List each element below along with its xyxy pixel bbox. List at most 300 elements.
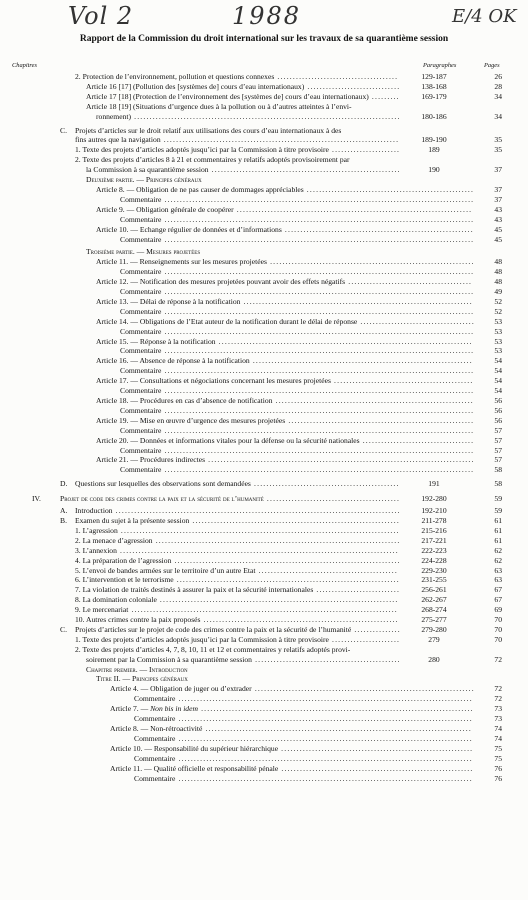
- toc-row: [0, 185, 528, 195]
- toc-row-page: 34: [494, 111, 502, 121]
- toc-row-paragraphs: 256-261: [421, 585, 447, 595]
- toc-row-paragraphs: 191: [428, 479, 440, 489]
- leader-dots: ....................................................................................................: [161, 234, 475, 244]
- toc-row: [0, 356, 528, 366]
- toc-row-text: [75, 585, 400, 595]
- toc-entry-title: Article 4. — Obligation de juger ou d’extrader: [110, 684, 252, 694]
- toc-row: [0, 277, 528, 287]
- toc-row-text: [96, 297, 473, 307]
- toc-row-text: [96, 396, 474, 406]
- toc-row-label: IV.: [32, 494, 41, 504]
- leader-dots: ......................: [328, 145, 401, 155]
- toc-row: [0, 175, 528, 185]
- toc-row: [0, 625, 528, 635]
- toc-row-page: 53: [494, 316, 502, 326]
- toc-entry-title: Commentaire: [134, 694, 176, 704]
- handwritten-year-note: 1988: [232, 2, 302, 30]
- toc-row: [0, 446, 528, 456]
- toc-row-paragraphs: 189-190: [421, 135, 447, 145]
- handwritten-volume-note: Vol 2: [68, 2, 134, 30]
- leader-dots: ............................................................................: [160, 135, 400, 145]
- toc-row-paragraphs: 217-221: [421, 535, 447, 545]
- toc-row: [0, 605, 528, 615]
- toc-row-text: [75, 556, 401, 566]
- toc-row-page: 61: [494, 515, 502, 525]
- toc-row: [0, 346, 528, 356]
- toc-row-text: [96, 112, 401, 122]
- toc-row: [0, 645, 528, 655]
- toc-row-page: 48: [494, 257, 502, 267]
- leader-dots: ....................................................................................................: [161, 425, 475, 435]
- leader-dots: .............................................................: [208, 165, 401, 175]
- toc-entry-title: 1. Texte des projets d’articles adoptés jusqu’ici par la Commission à titre provisoire: [75, 634, 329, 644]
- toc-entry-title: Commentaire: [134, 733, 176, 743]
- toc-row: [0, 556, 528, 566]
- toc-row-page: 58: [494, 479, 502, 489]
- toc-row-text: [75, 615, 399, 625]
- leader-dots: ......................................................................................: [128, 605, 398, 615]
- toc-row-text: [75, 536, 400, 546]
- toc-row-text: [120, 307, 474, 317]
- leader-dots: ...............................................................................................: [175, 753, 473, 763]
- toc-entry-title: Commentaire: [120, 287, 162, 297]
- toc-row: [0, 165, 528, 175]
- toc-row-label: B.: [60, 515, 67, 525]
- toc-entry-title: Article 10. — Echange régulier de données et d’informations: [96, 224, 282, 234]
- toc-row: [0, 327, 528, 337]
- toc-row-text: [75, 575, 400, 585]
- toc-entry-title: Article 15. — Réponse à la notification: [96, 336, 216, 346]
- toc-entry-title: Article 8. — Non-rétroactivité: [110, 724, 203, 733]
- leader-dots: .......................................................................: [249, 356, 473, 366]
- leader-dots: ..............................................................: [278, 743, 474, 753]
- toc-entry-title: 7. La violation de traités destinés à assurer la paix et la sécurité internationales: [75, 585, 314, 595]
- leader-dots: ...............................................................................................: [175, 694, 473, 704]
- toc-row-text: [134, 774, 473, 784]
- toc-entry-title: Introduction: [75, 506, 113, 516]
- toc-row: [0, 665, 528, 675]
- toc-row: [0, 287, 528, 297]
- toc-row-text: [75, 145, 400, 155]
- leader-dots: ..............................................................: [278, 763, 474, 773]
- toc-row-paragraphs: 224-228: [421, 555, 447, 565]
- toc-row-page: 56: [494, 405, 502, 415]
- toc-row-page: 45: [494, 234, 502, 244]
- toc-row-page: 62: [494, 545, 502, 555]
- toc-row: [0, 506, 528, 516]
- toc-row: [0, 674, 528, 684]
- toc-row: [0, 195, 528, 205]
- toc-row: [0, 92, 528, 102]
- toc-row-text: [96, 277, 472, 287]
- toc-row: [0, 635, 528, 645]
- toc-row: [0, 734, 528, 744]
- leader-dots: ........................................................................: [173, 575, 400, 585]
- column-header-pages: Pages: [484, 62, 500, 69]
- toc-entry-title: Projet de code des crimes contre la paix et la sécurité de l’humanité: [60, 494, 264, 504]
- toc-row-text: [60, 494, 400, 504]
- table-of-contents: [0, 72, 528, 783]
- toc-row-text: [75, 566, 398, 576]
- toc-row-text: [96, 185, 474, 195]
- toc-row-paragraphs: 138-168: [421, 81, 447, 91]
- toc-entry-title: Article 11. — Renseignements sur les mesures projetées: [96, 257, 267, 267]
- toc-row-text: [110, 764, 473, 774]
- toc-row-page: 57: [494, 455, 502, 465]
- toc-entry-title: Article 21. — Procédures indirectes: [96, 455, 206, 465]
- toc-entry-title: 9. Le mercenariat: [75, 605, 129, 615]
- toc-entry-title: ronnement): [96, 111, 132, 121]
- toc-row-text: [86, 247, 200, 257]
- toc-row-page: 73: [494, 714, 502, 724]
- toc-entry-title: Article 8. — Obligation de ne pas causer de dommages appréciables: [96, 184, 304, 194]
- toc-entry-title: 2. Texte des projets d’articles 4, 7, 8, 10, 11 et 12 et commentaires y relatifs adoptés provi-: [75, 644, 351, 654]
- toc-entry-title: Commentaire: [120, 405, 162, 415]
- toc-row: [0, 135, 528, 145]
- toc-entry-title: Commentaire: [120, 267, 162, 277]
- leader-dots: ............................................................................: [233, 204, 473, 214]
- toc-row-text: [96, 674, 188, 684]
- toc-row-text: [96, 455, 475, 465]
- toc-row-text: [96, 225, 474, 235]
- toc-row-page: 61: [494, 535, 502, 545]
- toc-entry-title: la Commission à sa quarantième session: [86, 165, 209, 175]
- toc-row-page: 63: [494, 575, 502, 585]
- toc-row-page: 54: [494, 386, 502, 396]
- toc-row-text: [75, 625, 401, 635]
- toc-row: [0, 714, 528, 724]
- toc-row-text: [96, 376, 473, 386]
- toc-entry-title: 1. L’agression: [75, 525, 118, 535]
- toc-row: [0, 764, 528, 774]
- leader-dots: ............................................................: [285, 415, 475, 425]
- toc-row: [0, 386, 528, 396]
- toc-row: [0, 526, 528, 536]
- toc-row: [0, 575, 528, 585]
- toc-row-page: 37: [494, 184, 502, 194]
- toc-entry-title: 4. La préparation de l’agression: [75, 555, 172, 565]
- toc-row-text: [75, 72, 398, 82]
- toc-row: [0, 257, 528, 267]
- toc-row: [0, 225, 528, 235]
- toc-row-paragraphs: 280: [428, 654, 440, 664]
- toc-entry-title: Commentaire: [120, 306, 162, 316]
- toc-row: [0, 102, 528, 112]
- toc-entry-title: 8. La domination coloniale: [75, 595, 157, 605]
- column-header-paragraphs: Paragraphes: [423, 62, 457, 69]
- toc-entry-title: 5. L’envoi de bandes armées sur le territoire d’un autre Etat: [75, 565, 256, 575]
- toc-entry-title: Titre II. — Principes généraux: [96, 674, 188, 684]
- handwritten-code-note: E/4 OK: [452, 6, 517, 27]
- toc-row-text: [120, 346, 474, 356]
- toc-row-paragraphs: 180-186: [421, 111, 447, 121]
- toc-row: [0, 376, 528, 386]
- toc-row: [0, 112, 528, 122]
- toc-row: [0, 494, 528, 504]
- toc-row: [0, 724, 528, 734]
- toc-row-paragraphs: 211-278: [421, 515, 447, 525]
- leader-dots: ...............................................................................................: [175, 714, 473, 724]
- leader-dots: ....................................................................................................: [161, 445, 475, 455]
- leader-dots: ...........................: [313, 585, 401, 595]
- toc-row: [0, 205, 528, 215]
- toc-row-page: 45: [494, 224, 502, 234]
- toc-row-page: 67: [494, 585, 502, 595]
- toc-row-text: [75, 479, 400, 489]
- toc-row-text: [75, 605, 398, 615]
- toc-entry-title: Commentaire: [120, 445, 162, 455]
- leader-dots: ........................................: [345, 277, 473, 287]
- toc-row-page: 69: [494, 605, 502, 615]
- toc-row-text: [120, 366, 474, 376]
- toc-row-page: 52: [494, 296, 502, 306]
- leader-dots: ...............: [351, 624, 401, 634]
- toc-row-page: 76: [494, 763, 502, 773]
- toc-row-page: 72: [494, 654, 502, 664]
- toc-entry-title: Article 10. — Responsabilité du supérieur hiérarchique: [110, 743, 279, 753]
- toc-entry-title: Commentaire: [120, 465, 162, 475]
- toc-row: [0, 694, 528, 704]
- toc-entry-title: Troisième partie. — Mesures projetées: [86, 247, 201, 257]
- leader-dots: ............................................................................................: [112, 506, 401, 516]
- toc-row: [0, 455, 528, 465]
- toc-row-page: 57: [494, 435, 502, 445]
- leader-dots: ....................................................................................................: [161, 346, 475, 356]
- toc-row-text: [96, 356, 473, 366]
- toc-row-page: 53: [494, 346, 502, 356]
- toc-row-page: 43: [494, 204, 502, 214]
- toc-row-page: 70: [494, 634, 502, 644]
- toc-row-text: [75, 526, 400, 536]
- toc-entry-title: Commentaire: [134, 714, 176, 724]
- toc-entry-title: Article 7. — Non bis in idem: [110, 704, 198, 714]
- toc-row-text: [86, 175, 202, 185]
- toc-row-page: 57: [494, 425, 502, 435]
- toc-row-text: [134, 694, 473, 704]
- leader-dots: .........................................................................: [171, 555, 401, 565]
- leader-dots: ....................................: [359, 435, 475, 445]
- toc-row-label: A.: [60, 506, 68, 516]
- leader-dots: ...................................................................: [189, 515, 400, 525]
- toc-entry-title: 2. Texte des projets d’articles 8 à 21 et commentaires y relatifs adoptés provisoirement par: [75, 155, 350, 165]
- toc-entry-title: Article 17 [18] (Protection de l’environnement des [systèmes de] cours d’eau internationaux): [86, 91, 369, 101]
- leader-dots: ......................................................................................: [205, 455, 475, 465]
- toc-row: [0, 366, 528, 376]
- leader-dots: ....................................................................................................: [161, 287, 475, 297]
- leader-dots: ..................................................................: [266, 257, 475, 267]
- toc-entry-title: Article 12. — Notification des mesures projetées pouvant avoir des effets négatifs: [96, 277, 346, 287]
- toc-row: [0, 337, 528, 347]
- toc-row: [0, 416, 528, 426]
- leader-dots: .......................................: [274, 72, 399, 81]
- toc-row-page: 72: [494, 694, 502, 704]
- toc-entry-title: Commentaire: [120, 346, 162, 356]
- toc-row: [0, 406, 528, 416]
- toc-row: [0, 215, 528, 225]
- toc-entry-title: fins autres que la navigation: [75, 135, 161, 145]
- toc-row-text: [96, 205, 472, 215]
- toc-row: [0, 426, 528, 436]
- leader-dots: ......................................................: [303, 184, 475, 194]
- toc-entry-title: Commentaire: [120, 214, 162, 224]
- toc-row: [0, 479, 528, 489]
- toc-entry-title: 10. Autres crimes contre la paix proposés: [75, 615, 201, 625]
- toc-row: [0, 247, 528, 257]
- toc-row-page: 63: [494, 565, 502, 575]
- toc-row-text: [110, 744, 473, 754]
- toc-row-text: [86, 102, 352, 112]
- toc-row-text: [86, 82, 400, 92]
- toc-row: [0, 615, 528, 625]
- toc-row-text: [75, 126, 341, 136]
- leader-dots: .............................................................................: [156, 595, 399, 605]
- leader-dots: ....................................................................................................: [161, 194, 475, 204]
- leader-dots: ....................................................................................................: [161, 405, 475, 415]
- toc-row-text: [75, 645, 350, 655]
- toc-row: [0, 82, 528, 92]
- toc-row: [0, 655, 528, 665]
- toc-entry-title: Commentaire: [120, 366, 162, 376]
- toc-row-label: C.: [60, 125, 67, 135]
- toc-row: [0, 566, 528, 576]
- toc-entry-title: Article 18 [19] (Situations d’urgence dues à la pollution ou à d’autres atteintes à l’envi-: [86, 101, 352, 111]
- toc-entry-title: Article 9. — Obligation générale de coopérer: [96, 204, 234, 214]
- toc-row-text: [75, 135, 399, 145]
- leader-dots: ..................................................................................: [215, 336, 473, 346]
- toc-row-text: [75, 506, 401, 516]
- toc-row-text: [120, 446, 474, 456]
- leader-dots: ..........................................................................................: [116, 545, 399, 555]
- toc-entry-title: Chapitre premier. — Introduction: [86, 664, 188, 674]
- toc-row-text: [96, 337, 473, 347]
- toc-row-page: 54: [494, 376, 502, 386]
- toc-row-paragraphs: 215-216: [421, 525, 447, 535]
- toc-row-text: [110, 704, 474, 714]
- toc-row-text: [120, 215, 474, 225]
- leader-dots: ......................................................................................: [202, 724, 472, 733]
- toc-entry-title: Commentaire: [120, 234, 162, 244]
- toc-row-text: [120, 406, 474, 416]
- toc-row: [0, 516, 528, 526]
- leader-dots: .........: [368, 91, 400, 101]
- toc-entry-title: Projets d’articles sur le droit relatif aux utilisations des cours d’eau internationaux à des: [75, 125, 342, 135]
- toc-row-page: 59: [494, 494, 502, 504]
- toc-entry-title: soirement par la Commission à sa quarantième session: [86, 654, 252, 664]
- toc-row-page: 56: [494, 415, 502, 425]
- toc-row-page: 53: [494, 336, 502, 346]
- toc-row: [0, 684, 528, 694]
- toc-entry-title: Article 11. — Qualité officielle et responsabilité pénale: [110, 763, 279, 773]
- toc-row-text: [120, 195, 474, 205]
- toc-row: [0, 465, 528, 475]
- toc-row-text: [86, 165, 401, 175]
- toc-row-page: 75: [494, 753, 502, 763]
- toc-row-page: 70: [494, 615, 502, 625]
- toc-entry-title: 1. Texte des projets d’articles adoptés jusqu’ici par la Commission à titre provisoire: [75, 145, 329, 155]
- toc-row-page: 54: [494, 356, 502, 366]
- toc-row: [0, 536, 528, 546]
- toc-row-page: 37: [494, 165, 502, 175]
- toc-row-page: 54: [494, 366, 502, 376]
- leader-dots: .............................................: [330, 376, 474, 386]
- leader-dots: ....................................................................................................: [161, 465, 475, 475]
- leader-dots: ...........................................: [263, 494, 401, 504]
- toc-row: [0, 744, 528, 754]
- toc-row-text: [86, 655, 401, 665]
- toc-row-page: 52: [494, 306, 502, 316]
- leader-dots: ..........................................................................: [240, 296, 473, 306]
- toc-row-text: [75, 546, 399, 556]
- toc-row-page: 26: [494, 72, 502, 81]
- toc-row-page: 62: [494, 555, 502, 565]
- leader-dots: ........................................................................................: [197, 704, 474, 714]
- toc-entry-title: Questions sur lesquelles des observations sont demandées: [75, 479, 251, 489]
- column-header-chapters: Chapitres: [12, 62, 37, 69]
- toc-row-paragraphs: 262-267: [421, 595, 447, 605]
- toc-row-paragraphs: 169-179: [421, 91, 447, 101]
- toc-row-text: [120, 287, 474, 297]
- toc-row-page: 61: [494, 525, 502, 535]
- toc-row-text: [120, 465, 474, 475]
- toc-row-paragraphs: 192-280: [421, 494, 447, 504]
- leader-dots: ......................: [328, 634, 401, 644]
- toc-row-text: [110, 684, 475, 694]
- leader-dots: ....................................................................................................: [161, 366, 475, 376]
- toc-entry-title: Projets d’articles sur le projet de code des crimes contre la paix et la sécurité de l’humanité: [75, 624, 352, 634]
- toc-entry-title: Article 16. — Absence de réponse à la notification: [96, 356, 250, 366]
- toc-row-text: [86, 92, 400, 102]
- toc-row: [0, 235, 528, 245]
- toc-row-paragraphs: 189: [428, 145, 440, 155]
- toc-row: [0, 72, 528, 82]
- toc-row-text: [134, 734, 473, 744]
- toc-row-text: [96, 317, 475, 327]
- toc-row-paragraphs: 190: [428, 165, 440, 175]
- toc-row: [0, 307, 528, 317]
- leader-dots: ....................................................................................................: [161, 214, 475, 224]
- leader-dots: ...............................................................................................: [175, 773, 473, 783]
- toc-row-text: [120, 327, 474, 337]
- page-title: Rapport de la Commission du droit international sur les travaux de sa quarantième session: [79, 34, 449, 44]
- toc-entry-title: Article 16 [17] (Pollution des [systèmes de] cours d’eau internationaux): [86, 81, 305, 91]
- leader-dots: ....................................................................................................: [161, 386, 475, 396]
- toc-row: [0, 145, 528, 155]
- toc-row-paragraphs: 192-210: [421, 506, 447, 516]
- toc-row-page: 48: [494, 277, 502, 287]
- toc-row-page: 37: [494, 194, 502, 204]
- toc-entry-title: Deuxième partie. — Principes généraux: [86, 175, 202, 185]
- toc-row-label: C.: [60, 624, 67, 634]
- toc-row-page: 72: [494, 684, 502, 694]
- toc-row-paragraphs: 129-187: [421, 72, 447, 81]
- toc-row: [0, 595, 528, 605]
- toc-row-page: 53: [494, 326, 502, 336]
- toc-row-page: 43: [494, 214, 502, 224]
- leader-dots: ....................................................................................................: [161, 267, 475, 277]
- toc-entry-title: Article 13. — Délai de réponse à la notification: [96, 296, 241, 306]
- toc-row-page: 48: [494, 267, 502, 277]
- toc-row-page: 70: [494, 624, 502, 634]
- toc-row: [0, 396, 528, 406]
- toc-row-page: 56: [494, 396, 502, 405]
- toc-entry-title: Commentaire: [120, 386, 162, 396]
- toc-row-text: [120, 386, 474, 396]
- leader-dots: .............................................................: [281, 224, 474, 234]
- toc-row: [0, 585, 528, 595]
- toc-entry-title: Commentaire: [120, 194, 162, 204]
- toc-row: [0, 546, 528, 556]
- toc-entry-title: Examen du sujet à la présente session: [75, 515, 190, 525]
